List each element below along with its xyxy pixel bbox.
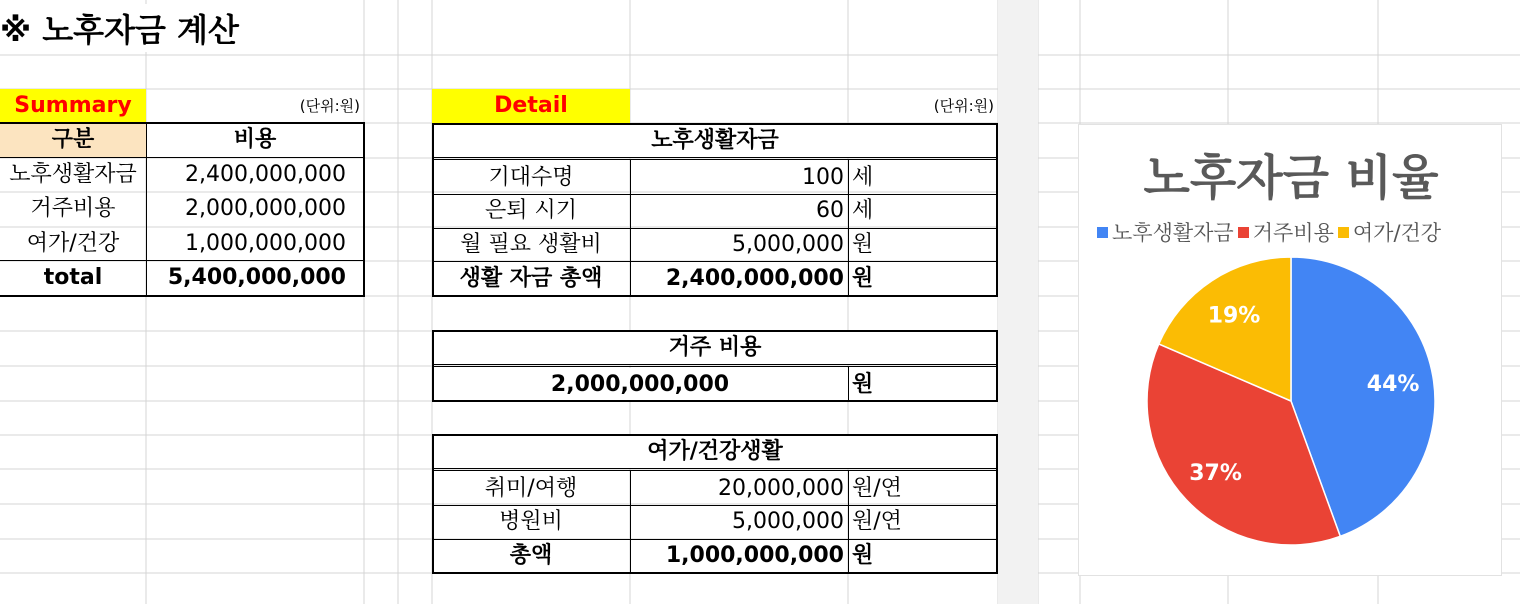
legend-label: 거주비용: [1252, 221, 1334, 245]
living-row-label[interactable]: 기대수명: [488, 164, 574, 190]
summary-row-label[interactable]: 여가/건강: [26, 231, 120, 256]
living-row-label[interactable]: 월 필요 생활비: [460, 232, 602, 257]
summary-tag[interactable]: Summary: [0, 89, 146, 123]
living-header[interactable]: 노후생활자금: [432, 124, 998, 158]
legend-label: 여가/건강: [1352, 221, 1442, 245]
legend-swatch: [1238, 227, 1249, 238]
living-total-unit[interactable]: 원: [852, 266, 874, 291]
leisure-header[interactable]: 여가/건강생활: [432, 435, 998, 469]
legend-swatch: [1097, 227, 1108, 238]
pie-data-label: 44%: [1366, 371, 1420, 397]
summary-row-value[interactable]: 1,000,000,000: [185, 231, 346, 256]
leisure-row-value[interactable]: 20,000,000: [718, 475, 844, 501]
summary-row-label[interactable]: 노후생활자금: [9, 162, 137, 187]
living-total-label[interactable]: 생활 자금 총액: [459, 266, 603, 291]
living-row-unit[interactable]: 세: [852, 164, 874, 190]
legend-item: [1097, 217, 1234, 247]
pie-chart[interactable]: [1078, 124, 1502, 576]
summary-row-label[interactable]: 거주비용: [30, 196, 116, 221]
legend-item: [1338, 217, 1441, 247]
frozen-column-gutter: [998, 0, 1038, 604]
detail-tag[interactable]: Detail: [432, 89, 630, 123]
sheet-title: ※ 노후자금 계산: [0, 4, 239, 52]
leisure-row-unit[interactable]: 원/연: [852, 509, 902, 534]
housing-value[interactable]: 2,000,000,000: [432, 368, 848, 401]
summary-total-value[interactable]: 5,400,000,000: [167, 265, 346, 290]
living-total-value[interactable]: 2,400,000,000: [665, 266, 844, 291]
summary-unit-note[interactable]: (단위:원): [299, 96, 360, 115]
leisure-total-unit[interactable]: 원: [852, 543, 874, 568]
summary-header-cost[interactable]: 비용: [233, 127, 277, 152]
summary-row-value[interactable]: 2,400,000,000: [185, 162, 346, 187]
legend-label: 노후생활자금: [1112, 221, 1234, 245]
living-row-value[interactable]: 100: [802, 164, 844, 190]
leisure-row-unit[interactable]: 원/연: [852, 475, 902, 501]
living-row-unit[interactable]: 원: [852, 232, 874, 257]
leisure-row-label[interactable]: 병원비: [499, 509, 563, 534]
pie-data-label: 37%: [1189, 461, 1242, 487]
legend-item: [1238, 217, 1334, 247]
living-row-unit[interactable]: 세: [852, 198, 874, 223]
housing-unit[interactable]: 원: [852, 371, 874, 397]
summary-total-label[interactable]: total: [43, 265, 103, 290]
leisure-row-label[interactable]: 취미/여행: [484, 475, 578, 501]
chart-title: 노후자금 비율: [1143, 150, 1439, 206]
legend-swatch: [1338, 227, 1349, 238]
summary-header-category[interactable]: 구분: [0, 123, 146, 157]
leisure-total-label[interactable]: 총액: [509, 543, 553, 568]
chart-legend: [1097, 217, 1445, 247]
living-row-value[interactable]: 60: [816, 198, 844, 223]
living-row-value[interactable]: 5,000,000: [732, 232, 844, 257]
housing-header[interactable]: 거주 비용: [432, 331, 998, 365]
leisure-row-value[interactable]: 5,000,000: [732, 509, 844, 534]
summary-row-value[interactable]: 2,000,000,000: [185, 196, 346, 221]
living-row-label[interactable]: 은퇴 시기: [484, 198, 577, 223]
detail-unit-note[interactable]: (단위:원): [933, 96, 994, 115]
leisure-total-value[interactable]: 1,000,000,000: [665, 543, 844, 568]
pie-data-label: 19%: [1207, 303, 1261, 329]
pie-plot: [1079, 255, 1503, 575]
